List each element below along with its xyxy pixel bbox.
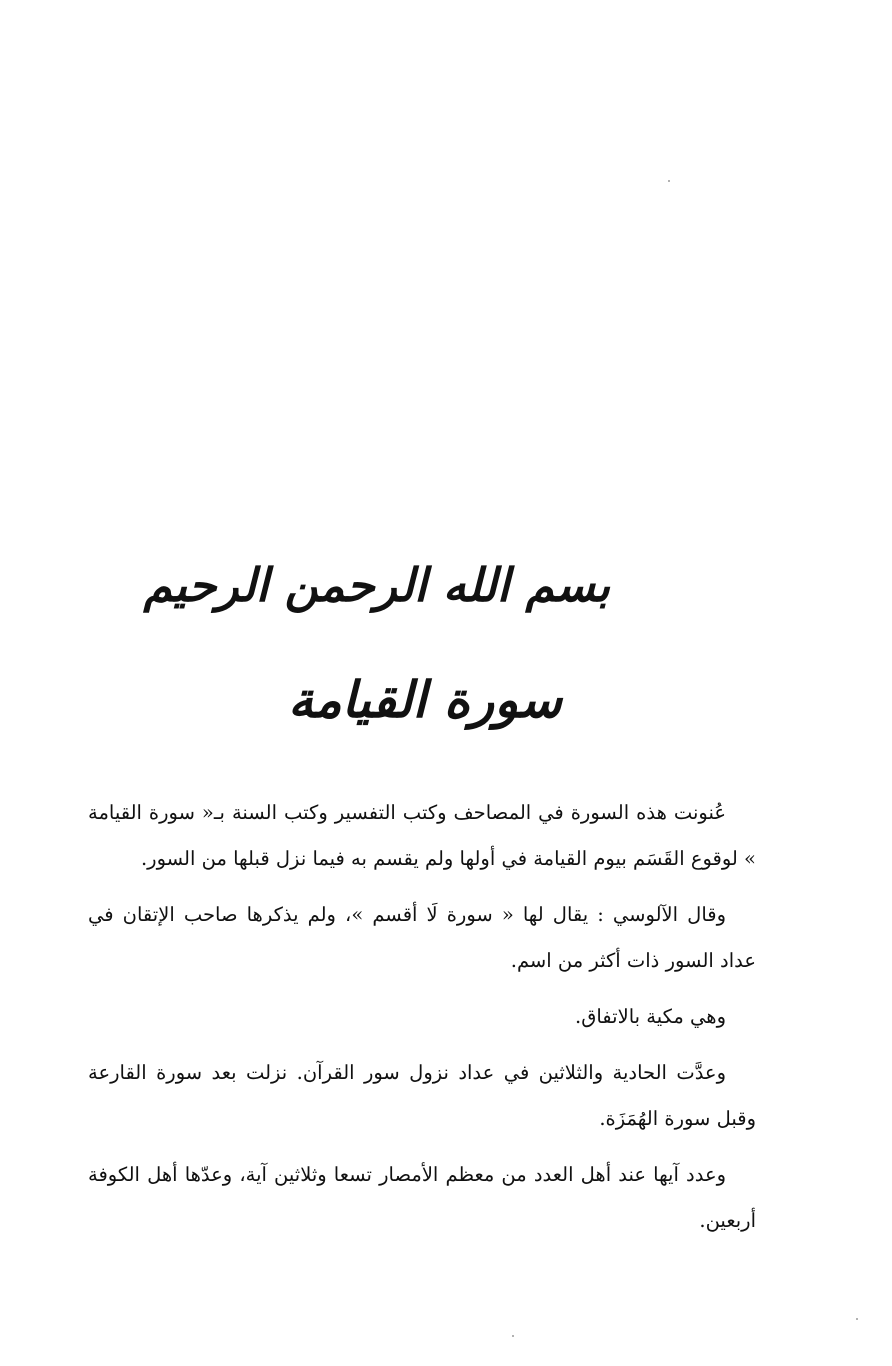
paragraph-alternate-name: وقال الآلوسي : يقال لها « سورة لَا أقسم »، ولم يذكرها صاحب الإتقان في عداد السور ذات أكثر من اسم. <box>88 903 756 972</box>
paragraph-meccan: وهي مكية بالاتفاق. <box>575 1005 726 1028</box>
paragraph-surah-naming: عُنونت هذه السورة في المصاحف وكتب التفسير وكتب السنة بـ« سورة القيامة » لوقوع القَسَم بيوم القيامة في أولها ولم يقسم به فيما نزل قبلها من السور. <box>88 801 756 870</box>
paragraph-verse-count: وعدد آيها عند أهل العدد من معظم الأمصار تسعا وثلاثين آية، وعدّها أهل الكوفة أربعين. <box>88 1163 756 1232</box>
page-speck <box>668 180 670 182</box>
body-text <box>88 790 756 1254</box>
paragraph-revelation-order: وعدَّت الحادية والثلاثين في عداد نزول سور القرآن. نزلت بعد سورة القارعة وقبل سورة الهُمَزَة. <box>88 1061 756 1130</box>
page-speck <box>512 1335 514 1337</box>
surah-title: سورة القيامة <box>288 670 562 729</box>
basmala-heading: بسم الله الرحمن الرحيم <box>143 558 610 612</box>
page-speck <box>856 1318 858 1320</box>
